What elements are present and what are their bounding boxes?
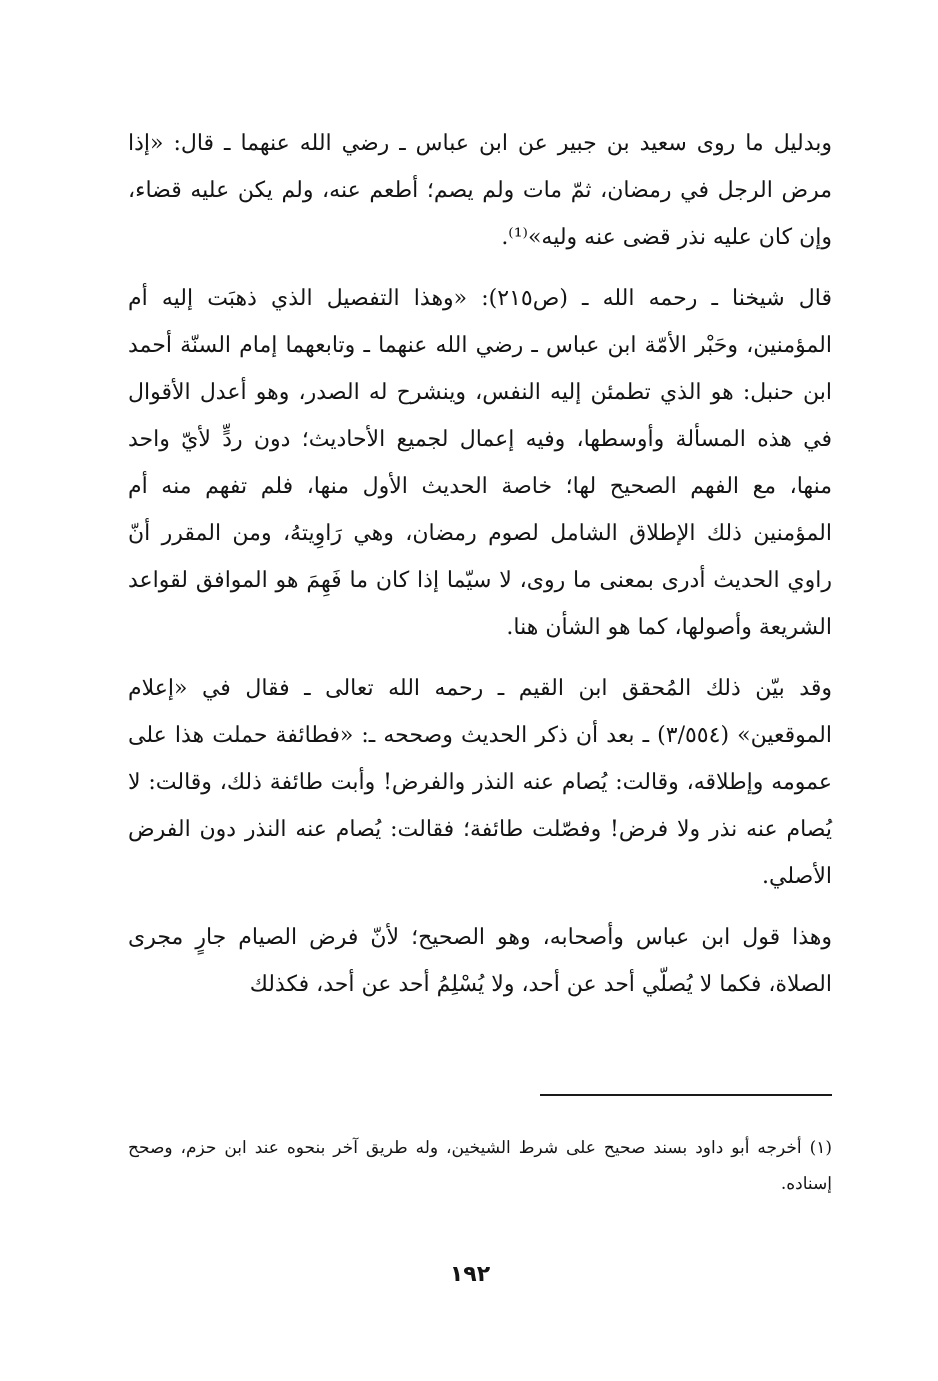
paragraph-3: وقد بيّن ذلك المُحقق ابن القيم ـ رحمه الله تعالى ـ فقال في «إعلام الموقعين» (٣/٥٥٤) ـ بعد أن ذكر الحديث وصححه ـ: «فطائفة حملت هذا على عمومه وإطلاقه، وقالت: يُصام عنه النذر والفرض! وأبت طائفة ذلك، وقالت: لا يُصام عنه نذر ولا فرض! وفصّلت طائفة؛ فقالت: يُصام عنه النذر دون الفرض الأصلي. (128, 676, 832, 889)
footnote: (١) أخرجه أبو داود بسند صحيح على شرط الشيخين، وله طريق آخر بنحوه عند ابن حزم، وصحح إسناده. (128, 1138, 832, 1194)
footnote-divider (540, 1094, 832, 1096)
paragraph-2: قال شيخنا ـ رحمه الله ـ (ص٢١٥): «وهذا التفصيل الذي ذهبَت إليه أم المؤمنين، وحَبْر الأمّة ابن عباس ـ رضي الله عنهما ـ وتابعهما إمام السنّة أحمد ابن حنبل: هو الذي تطمئن إليه النفس، وينشرح له الصدر، وهو أعدل الأقوال في هذه المسألة وأوسطها، وفيه إعمال لجميع الأحاديث؛ دون ردٍّ لأيّ واحد منها، مع الفهم الصحيح لها؛ خاصة الحديث الأول منها، فلم تفهم منه أم المؤمنين ذلك الإطلاق الشامل لصوم رمضان، وهي رَاوِيتهُ، ومن المقرر أنّ راوي الحديث أدرى بمعنى ما روى، لا سيّما إذا كان ما فَهِمَ هو الموافق لقواعد الشريعة وأصولها، كما هو الشأن هنا. (128, 286, 832, 640)
main-text (128, 120, 832, 1008)
page-number: ١٩٢ (449, 1262, 491, 1287)
paragraph-4: وهذا قول ابن عباس وأصحابه، وهو الصحيح؛ لأنّ فرض الصيام جارٍ مجرى الصلاة، فكما لا يُصلّي أحد عن أحد، ولا يُسْلِمُ أحد عن أحد، فكذلك (128, 925, 832, 997)
paragraph-1: وبدليل ما روى سعيد بن جبير عن ابن عباس ـ رضي الله عنهما ـ قال: «إذا مرض الرجل في رمضان، ثمّ مات ولم يصم؛ أطعم عنه، ولم يكن عليه قضاء، وإن كان عليه نذر قضى عنه وليه»⁽¹⁾. (128, 131, 832, 250)
